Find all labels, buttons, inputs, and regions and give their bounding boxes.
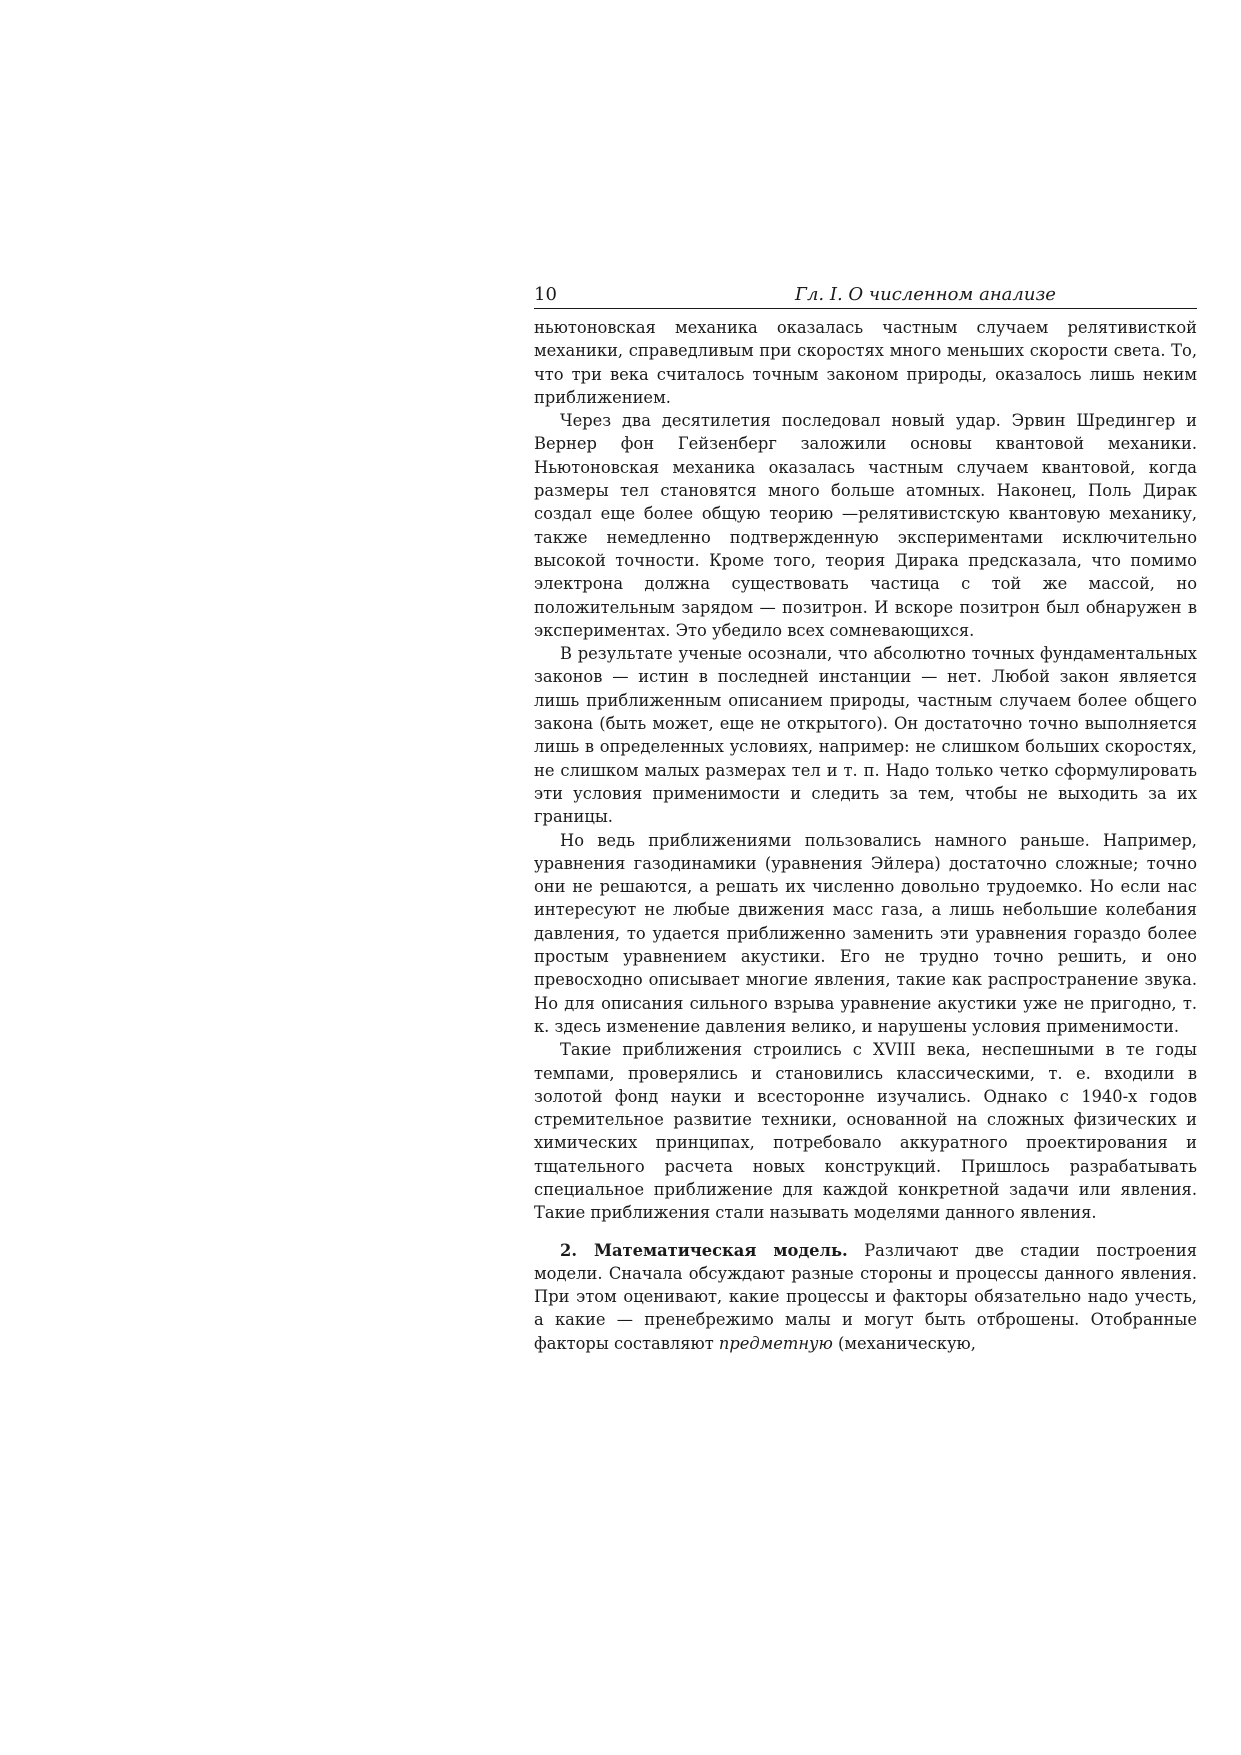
section-2-text-after: (механическую, xyxy=(832,1333,976,1353)
page-number: 10 xyxy=(534,284,557,305)
paragraph-1: ньютоновская механика оказалась частным случаем релятивисткой механики, справедливым при скоростях много меньших скорости света. То, что три века считалось точным законом природы, оказалось лишь неким приближением. xyxy=(534,318,1197,407)
chapter-title: Гл. I. О численном анализе xyxy=(795,284,1056,305)
paragraph-2: Через два десятилетия последовал новый удар. Эрвин Шредингер и Вернер фон Гейзенберг заложили основы квантовой механики. Ньютоновская механика оказалась частным случаем квантовой, когда размеры тел становятся много больше атомных. Наконец, Поль Дирак создал еще более общую теорию —релятивистскую квантовую механику, также немедленно подтвержденную экспериментами исключительно высокой точности. Кроме того, теория Дирака предсказала, что помимо электрона должна существовать частица с той же массой, но положительным зарядом — позитрон. И вскоре позитрон был обнаружен в экспериментах. Это убедило всех сомневающихся. xyxy=(534,411,1197,640)
paragraph-5: Такие приближения строились с XVIII века, неспешными в те годы темпами, проверялись и становились классическими, т. е. входили в золотой фонд науки и всесторонне изучались. Однако с 1940-х годов стремительное развитие техники, основанной на сложных физических и химических принципах, потребовало аккуратного проектирования и тщательного расчета новых конструкций. Пришлось разрабатывать специальное приближение для каждой конкретной задачи или явления. Такие приближения стали называть моделями данного явления. xyxy=(534,1040,1197,1223)
section-2-italic-term: предметную xyxy=(718,1333,833,1353)
book-page xyxy=(534,282,1197,1355)
body-text xyxy=(534,316,1197,1355)
section-2-heading: 2. Математическая модель. xyxy=(560,1240,848,1260)
section-2-text-before: Различают две стадии построения модели. Сначала обсуждают разные стороны и процессы данного явления. При этом оценивают, какие процессы и факторы обязательно надо учесть, а какие — пренебрежимо малы и могут быть отброшены. Отобранные факторы составляют xyxy=(534,1240,1197,1353)
section-2-paragraph xyxy=(534,1239,1197,1355)
paragraph-3: В результате ученые осознали, что абсолютно точных фундаментальных законов — истин в последней инстанции — нет. Любой закон является лишь приближенным описанием природы, частным случаем более общего закона (быть может, еще не открытого). Он достаточно точно выполняется лишь в определенных условиях, например: не слишком больших скоростях, не слишком малых размерах тел и т. п. Надо только четко сформулировать эти условия применимости и следить за тем, чтобы не выходить за их границы. xyxy=(534,644,1197,827)
running-head xyxy=(534,282,1197,309)
paragraph-4: Но ведь приближениями пользовались намного раньше. Например, уравнения газодинамики (уравнения Эйлера) достаточно сложные; точно они не решаются, а решать их численно довольно трудоемко. Но если нас интересуют не любые движения масс газа, а лишь небольшие колебания давления, то удается приближенно заменить эти уравнения гораздо более простым уравнением акустики. Его не трудно точно решить, и оно превосходно описывает многие явления, такие как распространение звука. Но для описания сильного взрыва уравнение акустики уже не пригодно, т. к. здесь изменение давления велико, и нарушены условия применимости. xyxy=(534,830,1197,1036)
